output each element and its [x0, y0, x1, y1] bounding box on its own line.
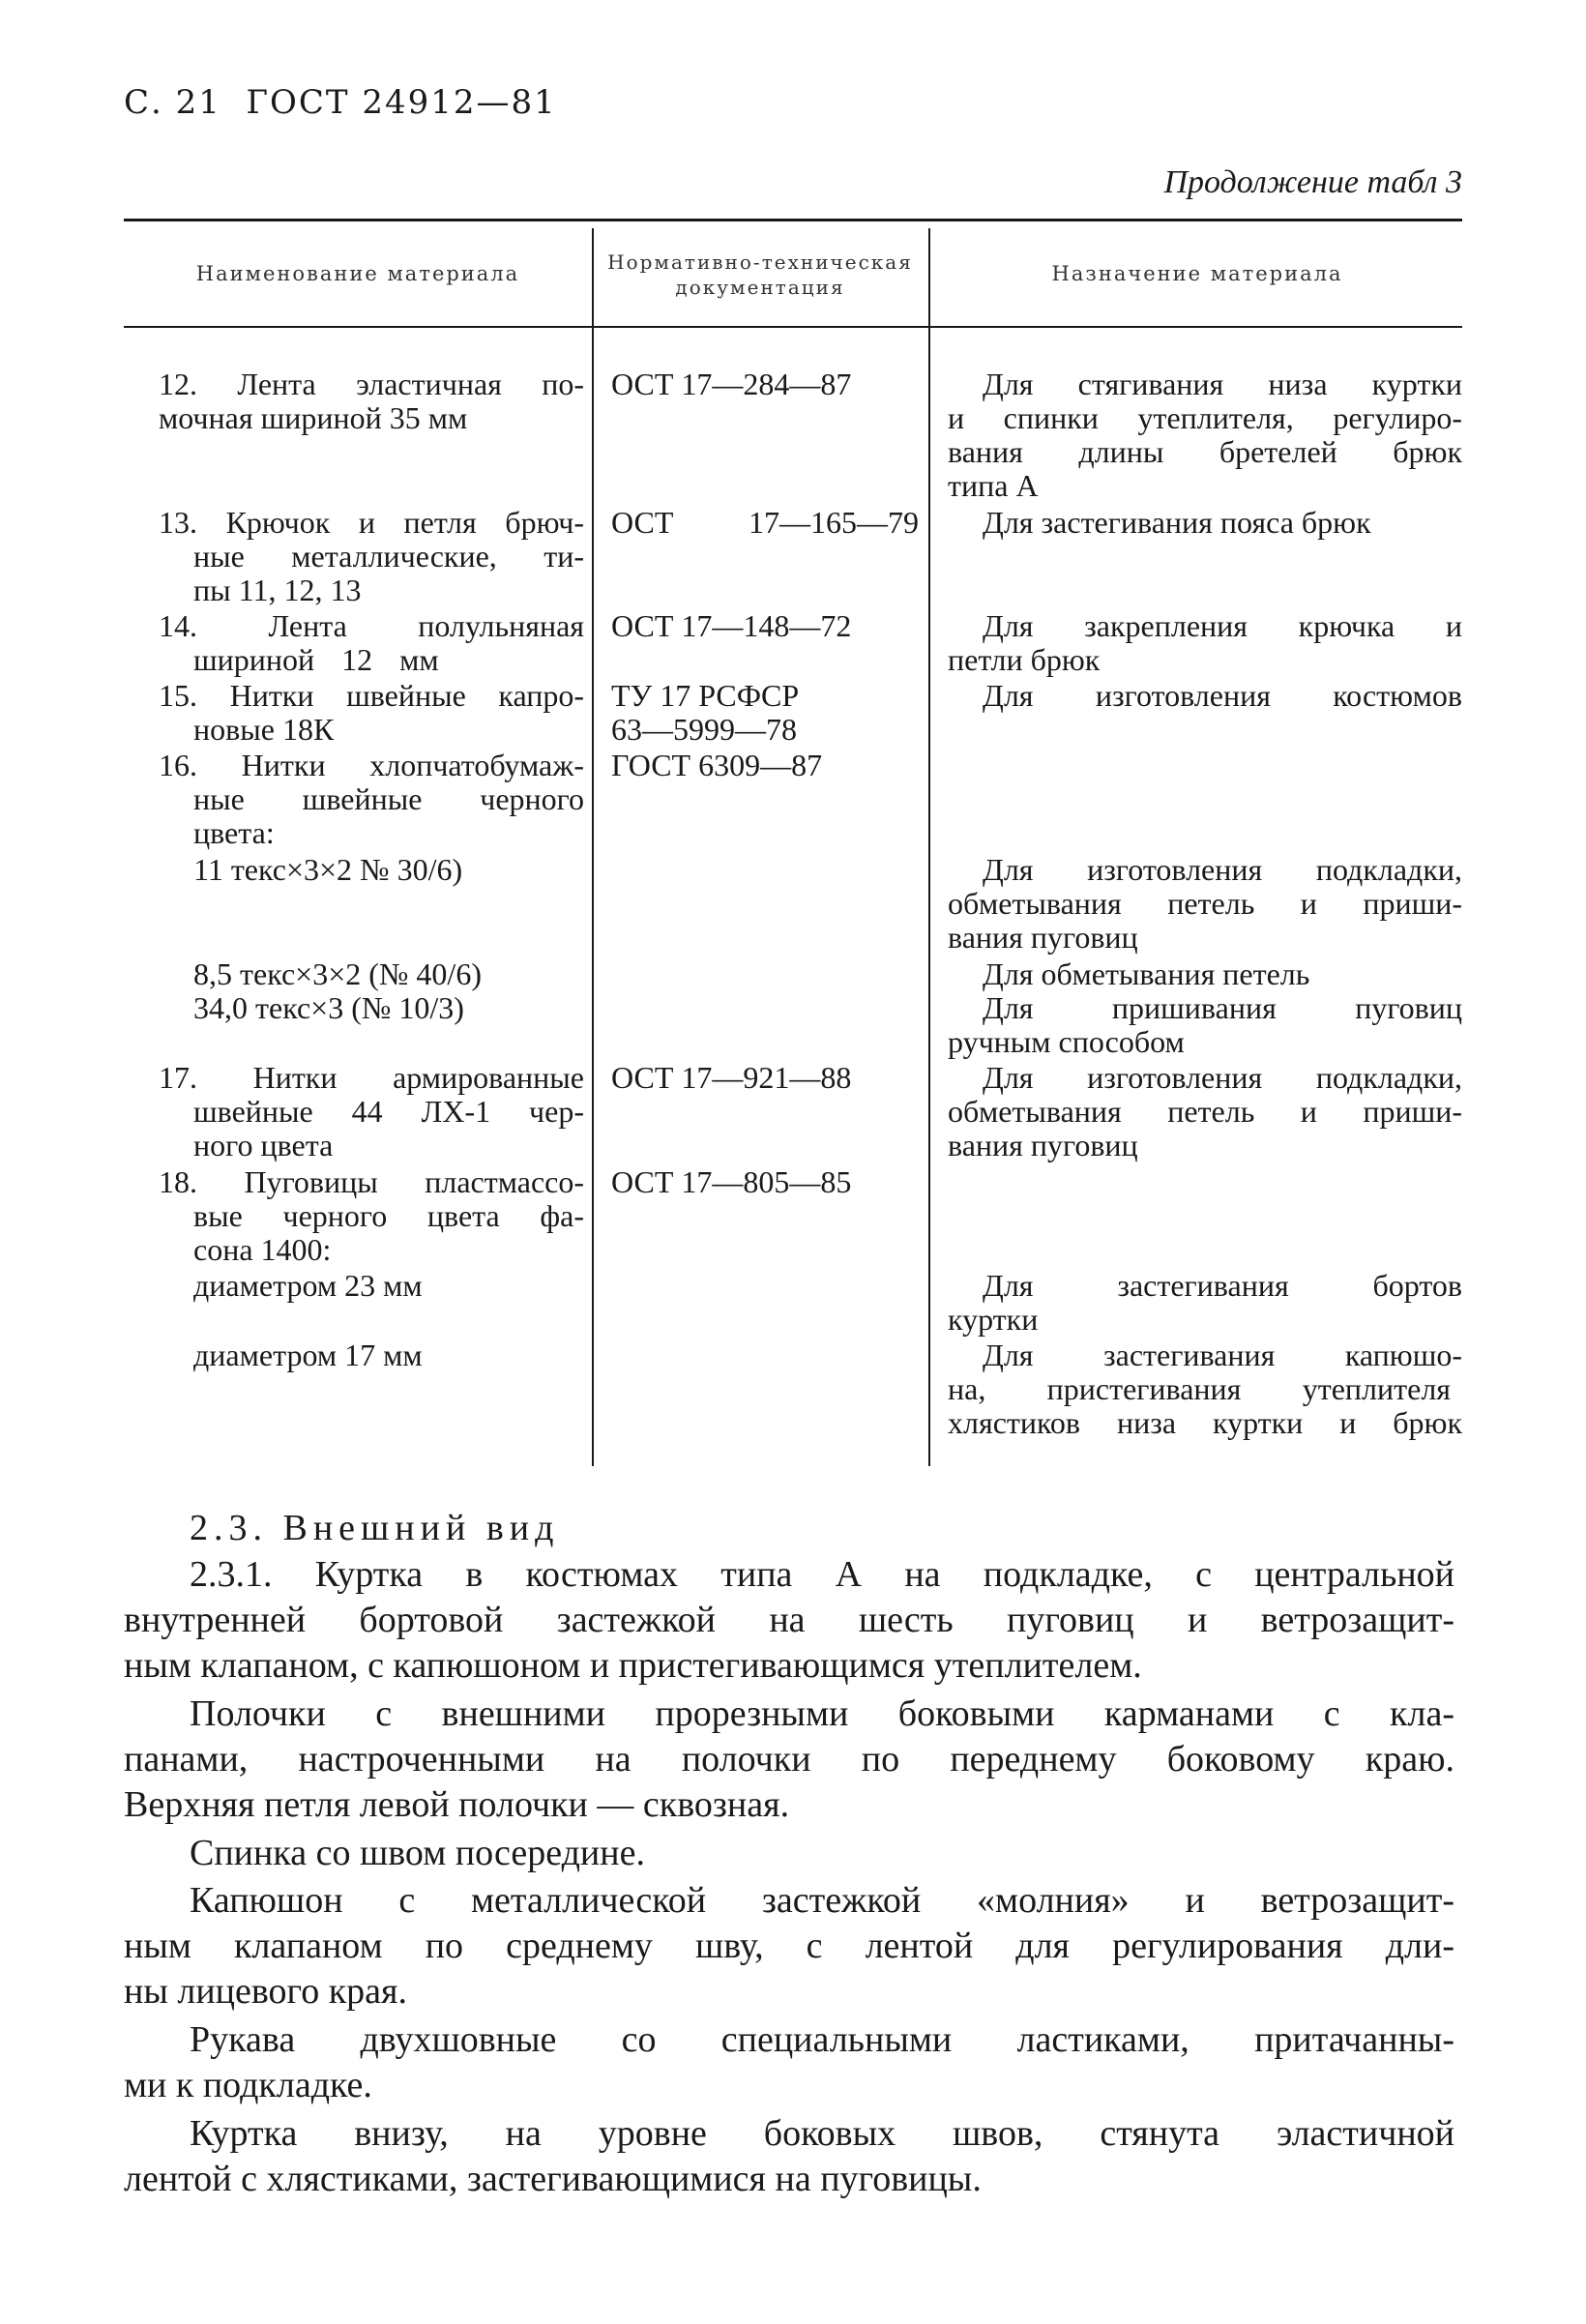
row-13-use-line-1: Для застегивания пояса брюк: [983, 505, 1371, 540]
row-18-name-line-1: 18. Пуговицы пластмассо-: [159, 1164, 584, 1199]
column-divider-2: [928, 228, 930, 1466]
row-12-use-line-2: и спинки утеплителя, регулиро-: [948, 400, 1462, 435]
paragraph-front-panels: [124, 1692, 1454, 1828]
row-16b-use: Для обметывания петель: [983, 956, 1310, 991]
row-16-doc: ГОСТ 6309—87: [611, 748, 823, 782]
row-16-name-line-3: цвета:: [193, 815, 275, 850]
row-14-name-line-1: 14. Лента полульняная: [159, 608, 584, 643]
page-header: С. 21 ГОСТ 24912—81: [124, 83, 557, 122]
row-14-name-line-2: шириной 12 мм: [193, 642, 439, 677]
row-18b-use-line-3: хлястиков низа куртки и брюк: [948, 1405, 1462, 1440]
row-15-name-line-1: 15. Нитки швейные капро-: [159, 678, 584, 713]
row-13-name-line-3: пы 11, 12, 13: [193, 573, 362, 607]
row-18a-use-line-1: Для застегивания бортов: [983, 1268, 1462, 1303]
paragraph-line: ным клапаном, с капюшоном и пристегивающимся утеплителем.: [124, 1645, 1142, 1686]
row-17-doc: ОСТ 17—921—88: [611, 1060, 852, 1095]
paragraph-line: ным клапаном по среднему шву, с лентой для регулирования дли-: [124, 1926, 1454, 1966]
paragraph-line: лентой с хлястиками, застегивающимися на пуговицы.: [124, 2159, 982, 2199]
row-18b-name: диаметром 17 мм: [193, 1338, 423, 1372]
paragraph-line: Куртка внизу, на уровне боковых швов, стянута эластичной: [190, 2113, 1454, 2154]
row-16-name-line-1: 16. Нитки хлопчатобумаж-: [159, 748, 584, 782]
column-divider-1: [592, 228, 594, 1466]
table-header-rule: [124, 326, 1462, 328]
row-18a-name: диаметром 23 мм: [193, 1268, 423, 1303]
row-12-doc: ОСТ 17—284—87: [611, 367, 852, 401]
row-18b-use-line-2: на, пристегивания утеплителя: [948, 1371, 1451, 1406]
row-17-name-line-2: швейные 44 ЛХ-1 чер-: [193, 1094, 584, 1129]
row-14-use-line-2: петли брюк: [948, 642, 1101, 677]
row-16c-name: 34,0 текс×3 (№ 10/3): [193, 990, 464, 1025]
paragraph-2-3-1: [124, 1552, 1454, 1689]
paragraph-jacket-bottom: [124, 2111, 1454, 2202]
row-12-use-line-3: вания длины бретелей брюк: [948, 434, 1462, 469]
paragraph-line: Спинка со швом посередине.: [190, 1833, 645, 1873]
row-12-name-line-2: мочная шириной 35 мм: [159, 400, 468, 435]
table-top-rule: [124, 219, 1462, 221]
row-16a-use-line-2: обметывания петель и приши-: [948, 886, 1462, 921]
row-12-name-line-1: 12. Лента эластичная по-: [159, 367, 584, 401]
paragraph-line: Рукава двухшовные со специальными ластиками, притачанны-: [190, 2019, 1454, 2060]
paragraph-sleeves: [124, 2017, 1454, 2108]
header-material-name: Наименование материала: [195, 262, 520, 285]
row-15-name-line-2: новые 18К: [193, 712, 335, 747]
row-16c-use-line-1: Для пришивания пуговиц: [983, 990, 1462, 1025]
paragraph-line: ми к подкладке.: [124, 2065, 372, 2105]
header-purpose: Назначение материала: [1051, 262, 1343, 285]
paragraph-line: внутренней бортовой застежкой на шесть пуговиц и ветрозащит-: [124, 1600, 1454, 1640]
paragraph-back: [124, 1831, 1454, 1876]
row-17-name-line-1: 17. Нитки армированные: [159, 1060, 584, 1095]
section-title: 2.3. Внешний вид: [190, 1508, 560, 1548]
paragraph-line: Полочки с внешними прорезными боковыми карманами с кла-: [190, 1693, 1454, 1734]
paragraph-line: панами, настроченными на полочки по переднему боковому краю.: [124, 1739, 1454, 1780]
row-13-name-line-2: ные металлические, ти-: [193, 539, 584, 574]
row-17-use-line-1: Для изготовления подкладки,: [983, 1060, 1462, 1095]
row-16b-name: 8,5 текс×3×2 (№ 40/6): [193, 956, 482, 991]
paragraph-line: Капюшон с металлической застежкой «молния» и ветрозащит-: [190, 1880, 1454, 1921]
row-15-doc-line-2: 63—5999—78: [611, 712, 797, 747]
row-14-doc: ОСТ 17—148—72: [611, 608, 852, 643]
row-16a-name: 11 текс×3×2 № 30/6): [193, 852, 463, 887]
row-16-name-line-2: ные швейные черного: [193, 781, 584, 816]
row-12-use-line-4: типа А: [948, 468, 1039, 503]
row-16c-use-line-2: ручным способом: [948, 1024, 1185, 1059]
row-16a-use-line-3: вания пуговиц: [948, 920, 1138, 955]
row-15-doc-line-1: ТУ 17 РСФСР: [611, 678, 800, 713]
table-continuation-label: Продолжение табл 3: [1163, 164, 1462, 200]
row-17-use-line-3: вания пуговиц: [948, 1128, 1138, 1162]
paragraph-line: 2.3.1. Куртка в костюмах типа А на подкладке, с центральной: [190, 1554, 1454, 1595]
row-18-name-line-2: вые черного цвета фа-: [193, 1198, 584, 1233]
row-13-doc: ОСТ 17—165—79: [611, 505, 919, 540]
row-12-use-line-1: Для стягивания низа куртки: [983, 367, 1462, 401]
row-17-name-line-3: ного цвета: [193, 1128, 334, 1162]
paragraph-line: ны лицевого края.: [124, 1971, 407, 2012]
row-18b-use-line-1: Для застегивания капюшо-: [983, 1338, 1462, 1372]
row-13-name-line-1: 13. Крючок и петля брюч-: [159, 505, 584, 540]
row-16a-use-line-1: Для изготовления подкладки,: [983, 852, 1462, 887]
paragraph-hood: [124, 1878, 1454, 2015]
row-18-name-line-3: сона 1400:: [193, 1232, 332, 1267]
row-18a-use-line-2: куртки: [948, 1302, 1039, 1337]
row-17-use-line-2: обметывания петель и приши-: [948, 1094, 1462, 1129]
paragraph-line: Верхняя петля левой полочки — сквозная.: [124, 1784, 790, 1825]
row-14-use-line-1: Для закрепления крючка и: [983, 608, 1462, 643]
header-normative-doc: Нормативно-техническая документация: [607, 250, 913, 299]
row-15-use-line-1: Для изготовления костюмов: [983, 678, 1462, 713]
row-18-doc: ОСТ 17—805—85: [611, 1164, 852, 1199]
